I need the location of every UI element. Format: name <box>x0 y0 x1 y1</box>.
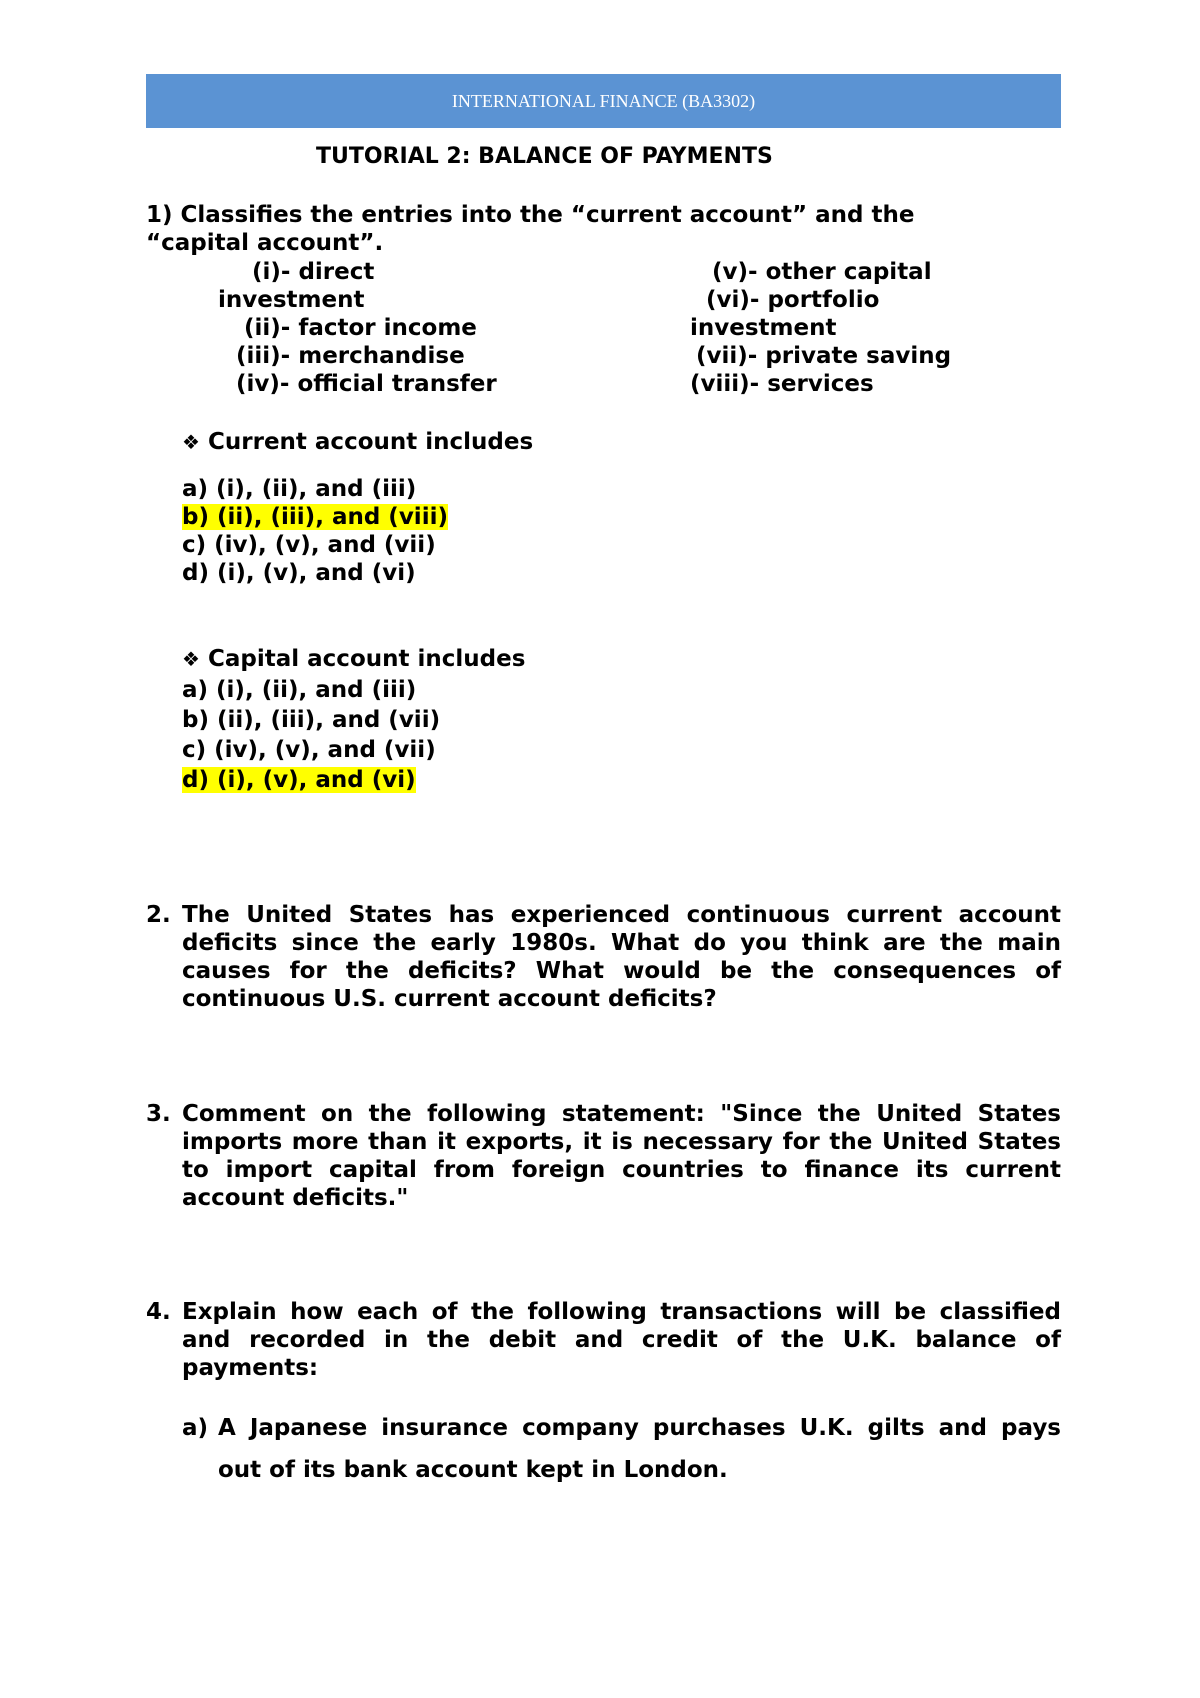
entry-left-4: (iii)- merchandise <box>236 343 465 369</box>
highlighted-answer: d) (i), (v), and (vi) <box>182 767 416 793</box>
current-account-heading: ❖ Current account includes <box>182 429 534 455</box>
capital-option-c: c) (iv), (v), and (vii) <box>182 737 436 763</box>
question-text: Comment on the following statement: "Since the United States imports more than it exports, it is necessary for the United States to import capital from foreign countries to finance its current account deficits." <box>182 1101 1061 1211</box>
highlighted-answer: b) (ii), (iii), and (viii) <box>182 504 448 530</box>
diamond-bullet-icon: ❖ <box>182 647 200 671</box>
question-number: 2. <box>146 902 171 928</box>
current-option-d: d) (i), (v), and (vi) <box>182 560 416 586</box>
entry-left-5: (iv)- official transfer <box>236 371 497 397</box>
question-number: 4. <box>146 1299 171 1325</box>
q1-text-line1: 1) Classifies the entries into the “current account” and the <box>146 202 915 228</box>
current-option-b <box>182 503 448 531</box>
header-title: INTERNATIONAL FINANCE (BA3302) <box>451 90 756 111</box>
sub-item-letter: a) <box>182 1415 209 1441</box>
page-title: TUTORIAL 2: BALANCE OF PAYMENTS <box>316 144 773 169</box>
question-2 <box>146 901 1061 1013</box>
question-number: 3. <box>146 1101 171 1127</box>
entry-left-2: investment <box>218 287 365 313</box>
header-bar <box>146 74 1061 128</box>
question-text: Explain how each of the following transactions will be classified and recorded in the debit and credit of the U.K. balance of payments: <box>182 1299 1061 1381</box>
entry-right-1: (v)- other capital <box>712 259 932 285</box>
question-4 <box>146 1298 1061 1382</box>
question-text: The United States has experienced continuous current account deficits since the early 1980s. What do you think are the main causes for the deficits? What would be the consequences of continuous U.S. current account deficits? <box>182 902 1061 1012</box>
entry-right-4: (vii)- private saving <box>696 343 952 369</box>
question-4-sub-a <box>182 1407 1061 1491</box>
question-3 <box>146 1100 1061 1212</box>
q1-text-line2: “capital account”. <box>146 230 384 256</box>
entry-right-5: (viii)- services <box>690 371 874 397</box>
diamond-bullet-icon: ❖ <box>182 430 200 454</box>
capital-account-heading: ❖ Capital account includes <box>182 646 526 672</box>
current-option-c: c) (iv), (v), and (vii) <box>182 532 436 558</box>
entry-right-3: investment <box>690 315 837 341</box>
entry-left-3: (ii)- factor income <box>244 315 477 341</box>
capital-option-d <box>182 766 416 794</box>
capital-option-a: a) (i), (ii), and (iii) <box>182 677 417 703</box>
entry-left-1: (i)- direct <box>252 259 375 285</box>
sub-item-text: A Japanese insurance company purchases U.K. gilts and pays out of its bank account kept in London. <box>218 1415 1061 1483</box>
current-option-a: a) (i), (ii), and (iii) <box>182 476 417 502</box>
entry-right-2: (vi)- portfolio <box>706 287 880 313</box>
capital-option-b: b) (ii), (iii), and (vii) <box>182 707 441 733</box>
